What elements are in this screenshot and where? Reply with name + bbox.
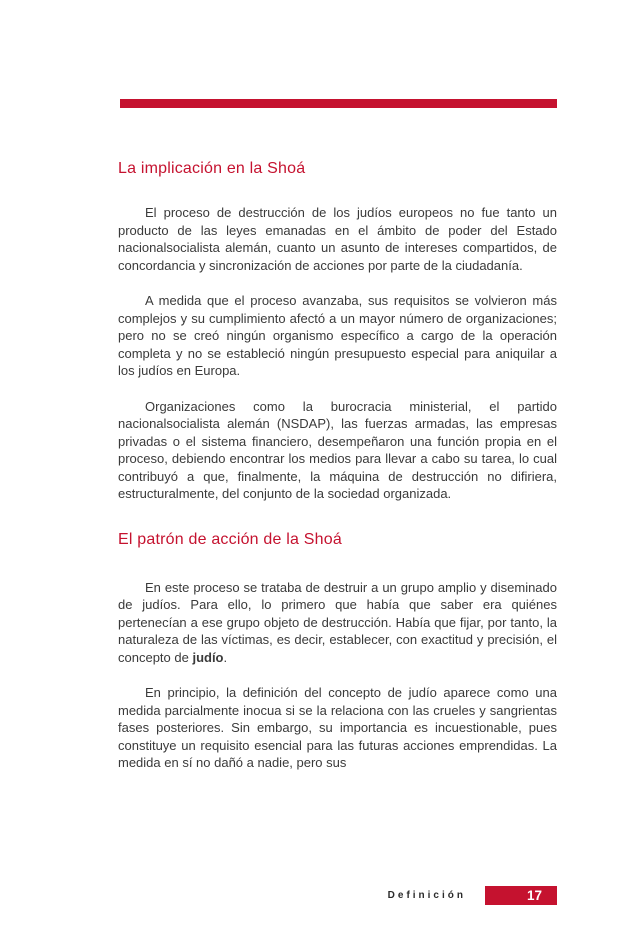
paragraph-4-text: En este proceso se trataba de destruir a un grupo amplio y diseminado de judíos. Para ello, lo primero que había que saber era quiénes pertenecían a ese grupo objeto de destrucción. Había que fijar, por tanto, la naturaleza de las víctimas, es decir, establecer, con exactitud y precisión, el concepto de [118,579,557,665]
page-footer [118,886,557,905]
paragraph-1: El proceso de destrucción de los judíos europeos no fue tanto un producto de las leyes emanadas en el ámbito de poder del Estado nacionalsocialista alemán, cuanto un asunto de intereses compartidos, de concordancia y sincronización de acciones por parte de la ciudadanía. [118,205,557,273]
section-heading-patron: El patrón de acción de la Shoá [118,530,342,548]
section-heading-implicacion: La implicación en la Shoá [118,160,306,177]
page-number-badge [485,886,557,905]
footer-section-label: Definición [387,890,466,901]
paragraph-2: A medida que el proceso avanzaba, sus requisitos se volvieron más complejos y su cumplimiento afectó a un mayor número de organizaciones; pero no se creó ningún organismo específico a cargo de la operación completa y no se estableció ningún presupuesto especial para aniquilar a los judíos en Europa. [118,293,557,378]
page-content [118,159,557,790]
paragraph-4-period: . [223,649,228,665]
paragraph-3: Organizaciones como la burocracia ministerial, el partido nacionalsocialista alemán (NSDAP), las fuerzas armadas, las empresas privadas o el sistema financiero, desempeñaron una función propia en el proceso, debiendo encontrar los medios para llevar a cabo su tarea, lo cual contribuyó a que, finalmente, la máquina de destrucción no difiriera, estructuralmente, del conjunto de la sociedad organizada. [118,398,557,501]
paragraph-4 [118,579,557,667]
page-number: 17 [526,887,542,903]
paragraph-5: En principio, la definición del concepto de judío aparece como una medida parcialmente inocua si se la relaciona con las crueles y sangrientas fases posteriores. Sin embargo, su importancia es incuestionable, pues constituye un requisito esencial para las futuras acciones emprendidas. La medida en sí no dañó a nadie, pero sus [118,685,557,770]
top-rule [120,99,557,108]
paragraph-4-bold-term: judío [192,649,224,665]
